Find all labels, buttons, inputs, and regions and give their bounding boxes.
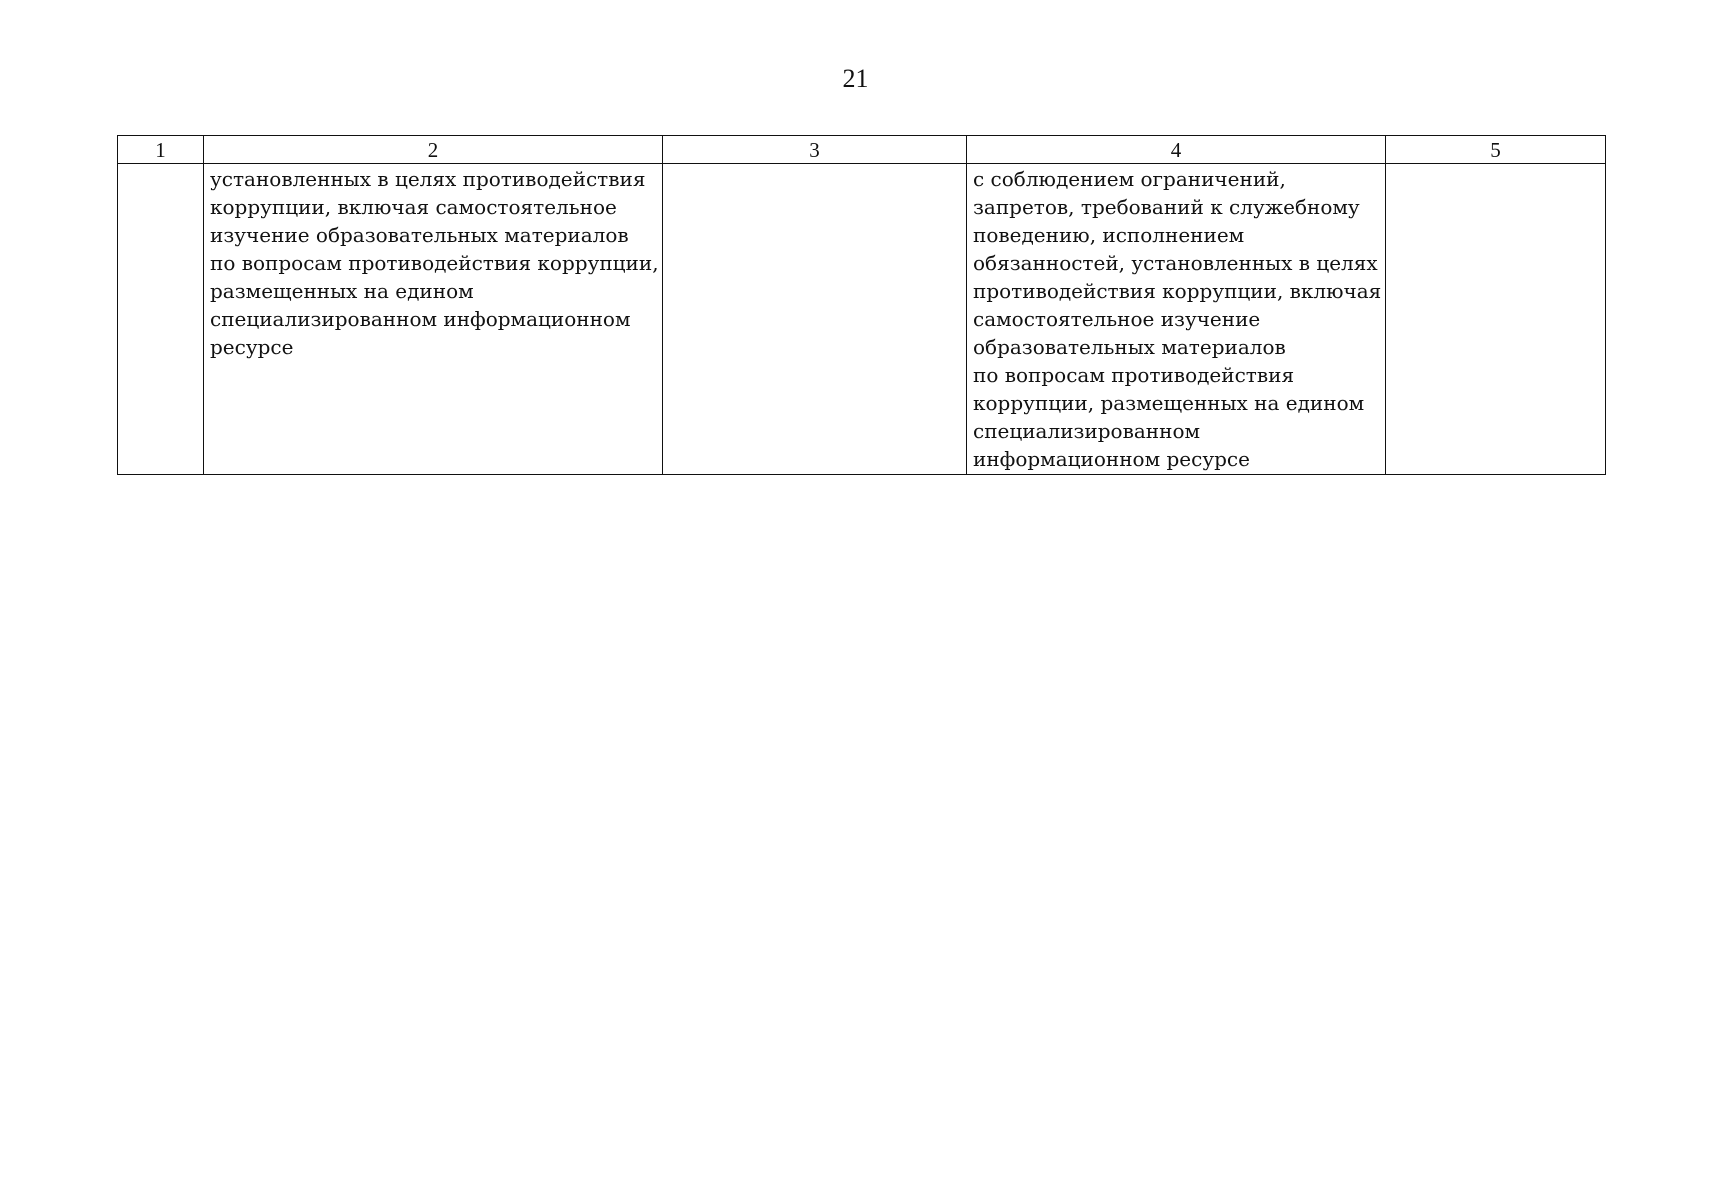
column-header-3: 3	[663, 136, 967, 164]
column-header-1: 1	[118, 136, 204, 164]
cell-text-line: ресурсе	[210, 335, 294, 359]
cell-text-line: поведению, исполнением	[973, 223, 1245, 247]
column-header-4: 4	[967, 136, 1386, 164]
cell-col-3	[663, 164, 967, 475]
cell-text-line: самостоятельное изучение	[973, 307, 1261, 331]
column-header-2: 2	[204, 136, 663, 164]
cell-text-line: по вопросам противодействия	[973, 363, 1295, 387]
cell-text-line: коррупции, размещенных на едином	[973, 391, 1365, 415]
cell-text-line: образовательных материалов	[973, 335, 1286, 359]
cell-text-line: обязанностей, установленных в целях	[973, 251, 1378, 275]
cell-text-line: установленных в целях противодействия	[210, 167, 646, 191]
table-header-row	[118, 136, 1606, 164]
cell-text-line: размещенных на едином	[210, 279, 474, 303]
table-row	[118, 164, 1606, 475]
cell-text-line: запретов, требований к служебному	[973, 195, 1360, 219]
cell-text-line: с соблюдением ограничений,	[973, 167, 1286, 191]
cell-text-line: изучение образовательных материалов	[210, 223, 629, 247]
cell-col-4	[967, 164, 1386, 475]
cell-text-line: специализированном информационном	[210, 307, 631, 331]
cell-col-1	[118, 164, 204, 475]
cell-text-line: коррупции, включая самостоятельное	[210, 195, 617, 219]
cell-text-line: специализированном	[973, 419, 1201, 443]
cell-col-5	[1386, 164, 1606, 475]
column-header-5: 5	[1386, 136, 1606, 164]
page-number: 21	[842, 64, 869, 93]
cell-text-line: по вопросам противодействия коррупции,	[210, 251, 659, 275]
cell-text-line: информационном ресурсе	[973, 447, 1250, 471]
cell-col-2	[204, 164, 663, 475]
data-table	[117, 135, 1606, 475]
cell-text-line: противодействия коррупции, включая	[973, 279, 1382, 303]
